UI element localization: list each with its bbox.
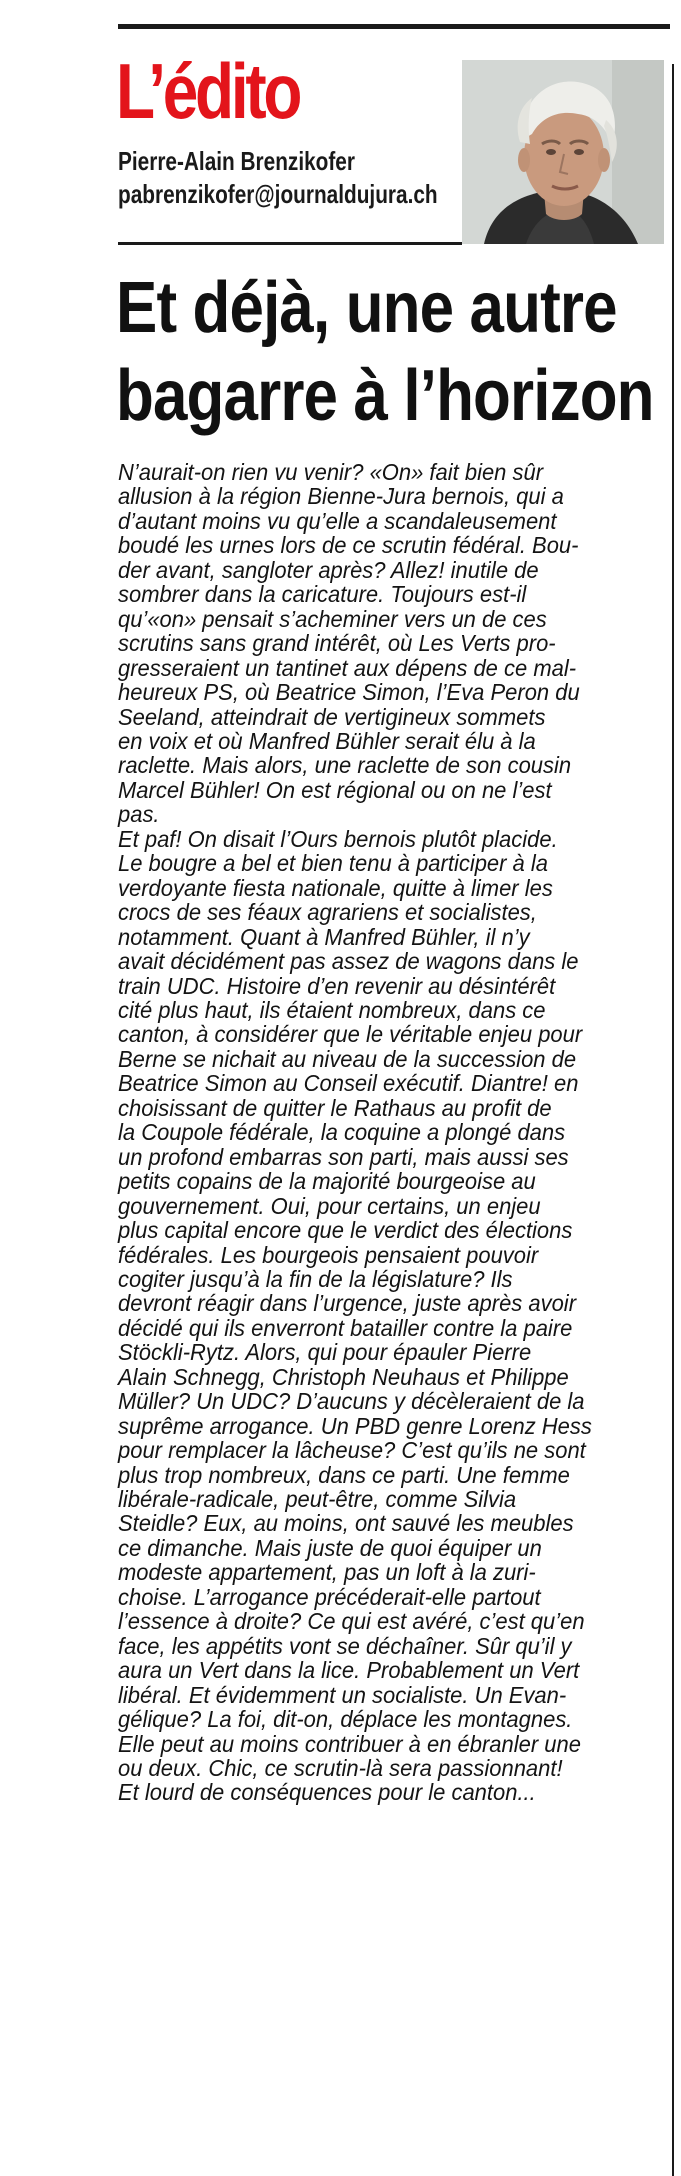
body-line: N’aurait-on rien vu venir? «On» fait bien sûr (118, 459, 544, 485)
body-line: Et paf! On disait l’Ours bernois plutôt placide. (118, 825, 558, 852)
body-line: Steidle? Eux, au moins, ont sauvé les meubles (118, 1510, 574, 1537)
body-line: sombrer dans la caricature. Toujours est-il (118, 581, 527, 608)
body-line: heureux PS, où Beatrice Simon, l’Eva Peron du (118, 679, 580, 706)
body-line: choisissant de quitter le Rathaus au profit de (118, 1094, 552, 1121)
author-portrait (462, 60, 664, 244)
body-line: avait décidément pas assez de wagons dans le (118, 948, 579, 975)
body-line: modeste appartement, pas un loft à la zuri- (118, 1559, 536, 1586)
top-rule (118, 24, 670, 29)
body-line: pour remplacer la lâcheuse? C’est qu’ils ne sont (118, 1437, 586, 1464)
body-line: l’essence à droite? Ce qui est avéré, c’est qu’en (118, 1608, 585, 1635)
body-line: ce dimanche. Mais juste de quoi équiper un (118, 1534, 542, 1561)
body-line: plus capital encore que le verdict des élections (118, 1217, 573, 1244)
headline-line: Et déjà, une autre (116, 268, 617, 348)
rubric-title: L’édito (116, 47, 300, 135)
body-line: raclette. Mais alors, une raclette de son cousin (118, 752, 572, 779)
headline-line: bagarre à l’horizon (116, 356, 654, 436)
body-line: devront réagir dans l’urgence, juste après avoir (118, 1290, 577, 1317)
body-line: fédérales. Les bourgeois pensaient pouvoir (118, 1241, 539, 1268)
body-line: gouvernement. Oui, pour certains, un enjeu (118, 1192, 541, 1219)
body-line: canton, à considérer que le véritable enjeu pour (118, 1021, 583, 1048)
author-name: Pierre-Alain Brenzikofer (118, 146, 355, 176)
body-line: Stöckli-Rytz. Alors, qui pour épauler Pierre (118, 1339, 532, 1366)
body-line: allusion à la région Bienne-Jura bernois, qui a (118, 483, 564, 510)
author-email[interactable]: pabrenzikofer@journaldujura.ch (118, 179, 438, 209)
body-line: d’autant moins vu qu’elle a scandaleusement (118, 507, 557, 534)
headline (116, 264, 676, 440)
body-line: un profond embarras son parti, mais aussi ses (118, 1143, 569, 1170)
body-line: Le bougre a bel et bien tenu à participer à la (118, 850, 548, 877)
body-line: suprême arrogance. Un PBD genre Lorenz Hess (118, 1412, 592, 1439)
body-line: Elle peut au moins contribuer à en ébranler une (118, 1730, 581, 1757)
body-line: plus trop nombreux, dans ce parti. Une femme (118, 1461, 570, 1488)
body-line: verdoyante fiesta nationale, quitte à limer les (118, 874, 553, 901)
body-line: aura un Vert dans la lice. Probablement un Vert (118, 1657, 580, 1684)
body-line: boudé les urnes lors de ce scrutin fédéral. Bou- (118, 532, 579, 559)
body-line: Müller? Un UDC? D’aucuns y décèleraient de la (118, 1388, 585, 1415)
body-line: Berne se nichait au niveau de la succession de (118, 1045, 577, 1072)
body-line: Marcel Bühler! On est régional ou on ne l’est (118, 776, 552, 803)
body-line: Et lourd de conséquences pour le canton... (118, 1779, 536, 1806)
body-line: Alain Schnegg, Christoph Neuhaus et Philippe (118, 1363, 569, 1390)
body-line: libérale-radicale, peut-être, comme Silvia (118, 1486, 517, 1513)
body-line: train UDC. Histoire d’en revenir au désintérêt (118, 972, 556, 999)
body-line: cogiter jusqu’à la fin de la législature? Ils (118, 1265, 513, 1292)
author-photo (462, 60, 664, 244)
body-line: der avant, sangloter après? Allez! inutile de (118, 556, 539, 583)
body-line: notamment. Quant à Manfred Bühler, il n’y (118, 923, 530, 950)
body-line: en voix et où Manfred Bühler serait élu à la (118, 727, 536, 754)
body-line: scrutins sans grand intérêt, où Les Verts pro- (118, 630, 556, 657)
body-line: choise. L’arrogance précéderait-elle partout (118, 1583, 541, 1610)
body-line: ou deux. Chic, ce scrutin-là sera passionnant! (118, 1755, 563, 1782)
body-line: Seeland, atteindrait de vertigineux sommets (118, 703, 546, 730)
body-line: gélique? La foi, dit-on, déplace les montagnes. (118, 1706, 573, 1733)
body-line: gresseraient un tantinet aux dépens de ce mal- (118, 654, 577, 681)
body-line: libéral. Et évidemment un socialiste. Un Evan- (118, 1681, 567, 1708)
body-line: petits copains de la majorité bourgeoise au (118, 1168, 536, 1195)
body-line: face, les appétits vont se déchaîner. Sûr qu’il y (118, 1632, 572, 1659)
body-line: décidé qui ils enverront batailler contre la paire (118, 1314, 573, 1341)
body-line: pas. (118, 801, 160, 828)
byline-rule (118, 242, 462, 245)
body-line: crocs de ses féaux agrariens et socialistes, (118, 899, 537, 926)
body-line: la Coupole fédérale, la coquine a plongé dans (118, 1119, 566, 1146)
body-line: cité plus haut, ils étaient nombreux, dans ce (118, 996, 546, 1023)
article-body (118, 460, 673, 1805)
body-line: qu’«on» pensait s’acheminer vers un de ces (118, 605, 547, 632)
body-line: Beatrice Simon au Conseil exécutif. Diantre! en (118, 1070, 579, 1097)
